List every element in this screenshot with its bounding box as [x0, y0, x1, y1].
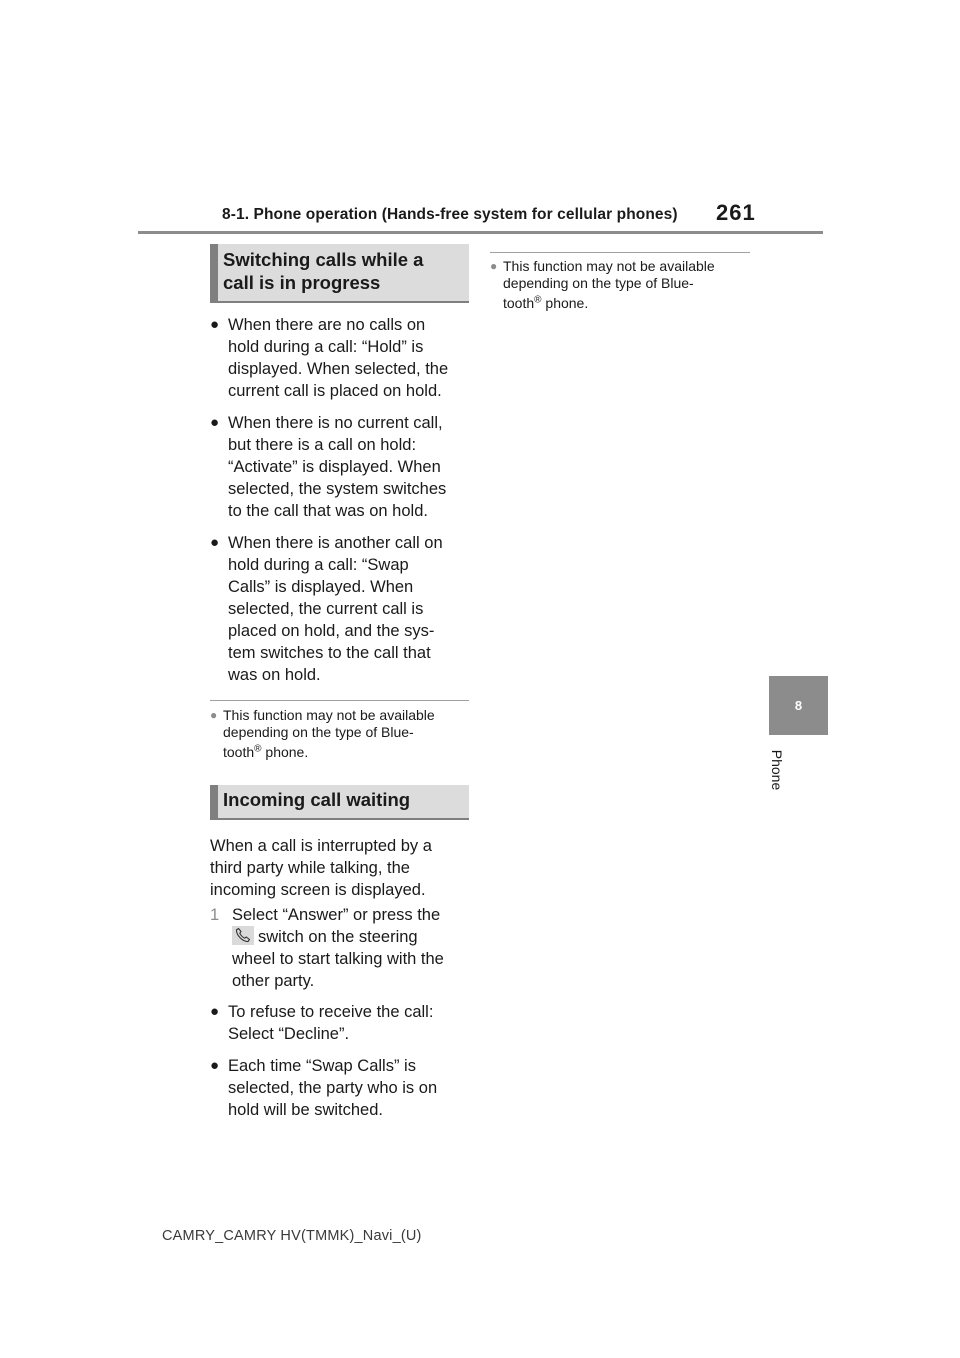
note-line: depending on the type of Blue-	[223, 724, 414, 740]
text-line: hold will be switched.	[228, 1101, 383, 1119]
note-divider	[210, 700, 469, 701]
chapter-number: 8	[794, 698, 803, 713]
text-line: When there are no calls on	[228, 316, 426, 334]
note-line	[503, 295, 750, 312]
chapter-label	[764, 742, 790, 798]
bullet-mark: ●	[210, 534, 220, 551]
note	[210, 707, 469, 761]
chapter-label-text: Phone	[769, 749, 786, 791]
text-line: wheel to start talking with the	[232, 950, 444, 968]
text-line: When there is no current call,	[228, 414, 443, 432]
text-line: selected, the current call is	[228, 600, 424, 618]
note-line: This function may not be available	[223, 707, 435, 723]
text-line: current call is placed on hold.	[228, 382, 442, 400]
text-line: Select “Answer” or press the	[232, 906, 441, 924]
note-text: phone.	[541, 295, 589, 311]
text-line: other party.	[232, 972, 315, 990]
left-column	[210, 244, 469, 1131]
text-line: “Activate” is displayed. When	[228, 458, 441, 476]
section-heading-incoming-call-waiting	[210, 785, 469, 820]
text-line: but there is a call on hold:	[228, 436, 417, 454]
intro-paragraph	[210, 835, 469, 901]
text-line: to the call that was on hold.	[228, 502, 428, 520]
text-line: hold during a call: “Swap	[228, 556, 409, 574]
text-line: Select “Decline”.	[228, 1025, 350, 1043]
note-divider	[490, 252, 750, 253]
text-line: To refuse to receive the call:	[228, 1003, 434, 1021]
step-1	[210, 904, 469, 992]
note	[490, 258, 750, 312]
note-bullet-icon: ●	[210, 708, 218, 722]
switching-calls-list	[210, 314, 469, 686]
text-line	[232, 926, 469, 948]
note-text: tooth	[223, 744, 255, 760]
text-line: selected, the party who is on	[228, 1079, 438, 1097]
bullet-mark: ●	[210, 414, 220, 431]
text-line: third party while talking, the	[210, 859, 410, 877]
text-line: selected, the system switches	[228, 480, 447, 498]
text-line: Calls” is displayed. When	[228, 578, 414, 596]
chapter-tab[interactable]	[769, 676, 828, 735]
section-heading-switching-calls	[210, 244, 469, 303]
bullet-mark: ●	[210, 316, 220, 333]
list-item	[210, 1001, 469, 1045]
list-item	[210, 532, 469, 686]
bullet-mark: ●	[210, 1057, 220, 1074]
phone-icon	[232, 926, 254, 945]
step-text: switch on the steering	[258, 928, 418, 946]
text-line: When there is another call on	[228, 534, 443, 552]
text-line: hold during a call: “Hold” is	[228, 338, 424, 356]
list-item	[210, 314, 469, 402]
note-line	[223, 744, 469, 761]
bullet-mark: ●	[210, 1003, 220, 1020]
heading-line: Incoming call waiting	[223, 789, 411, 810]
text-line: displayed. When selected, the	[228, 360, 449, 378]
header-rule	[138, 231, 823, 234]
heading-line: call is in progress	[223, 272, 381, 293]
text-line: incoming screen is displayed.	[210, 881, 426, 899]
text-line: placed on hold, and the sys-	[228, 622, 435, 640]
registered-mark: ®	[254, 743, 262, 755]
text-line: was on hold.	[228, 666, 321, 684]
note-text: phone.	[261, 744, 309, 760]
list-item	[210, 1055, 469, 1121]
step-number: 1	[210, 906, 220, 924]
header-section-title: 8-1. Phone operation (Hands-free system for cellular phones)	[222, 206, 678, 223]
text-line: When a call is interrupted by a	[210, 837, 432, 855]
registered-mark: ®	[534, 294, 542, 306]
note-line: depending on the type of Blue-	[503, 275, 694, 291]
footer-model-text: CAMRY_CAMRY HV(TMMK)_Navi_(U)	[162, 1228, 422, 1244]
list-item	[210, 412, 469, 522]
note-text: tooth	[503, 295, 535, 311]
text-line: tem switches to the call that	[228, 644, 431, 662]
note-line: This function may not be available	[503, 258, 715, 274]
page-number: 261	[716, 200, 756, 225]
note-bullet-icon: ●	[490, 259, 498, 273]
heading-line: Switching calls while a	[223, 249, 424, 270]
incoming-call-list	[210, 1001, 469, 1121]
text-line: Each time “Swap Calls” is	[228, 1057, 416, 1075]
right-column	[490, 252, 750, 312]
